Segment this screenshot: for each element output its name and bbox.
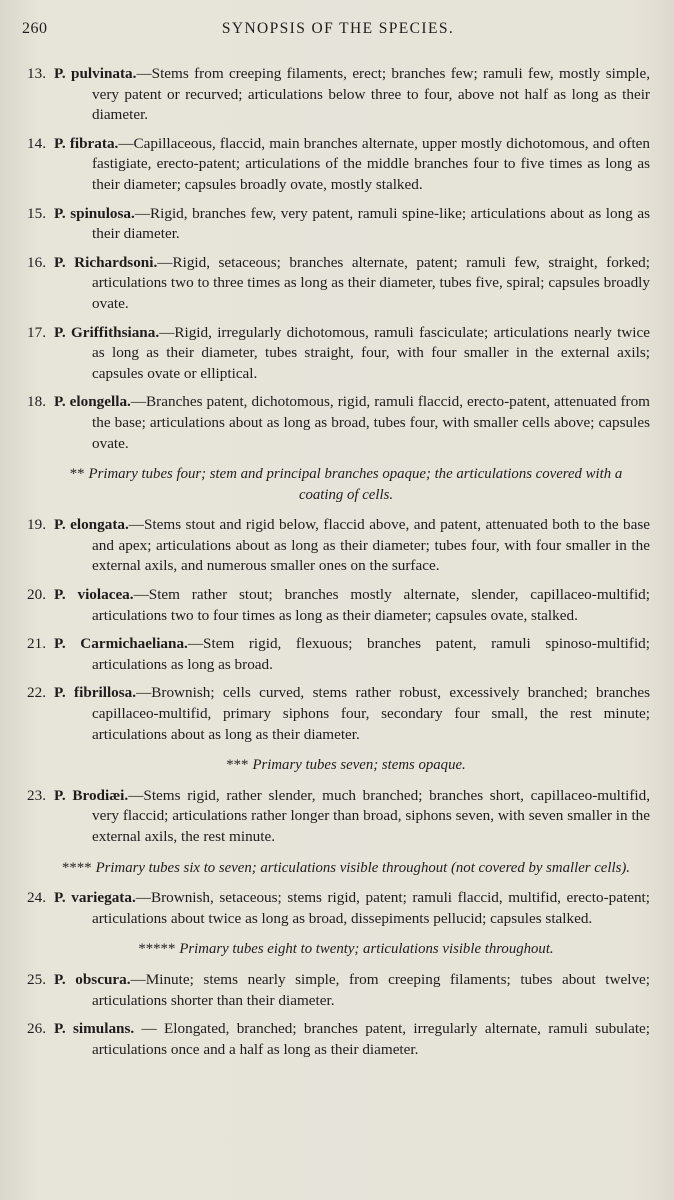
section-asterisks: *** — [226, 757, 249, 774]
species-description: —Stems from creeping filaments, erect; branches few; ramuli few, mostly simple, very patent or recurved; articulations below three to four, above not half as long as their diameter. — [92, 65, 650, 124]
species-name: P. Brodiæi. — [54, 786, 129, 804]
entry-body — [54, 392, 650, 454]
species-name: P. violacea. — [54, 586, 134, 604]
entry-number: 25. — [27, 970, 46, 988]
species-entry — [22, 253, 650, 315]
entry-paragraph — [54, 64, 650, 126]
entry-body — [54, 134, 650, 196]
species-description: —Rigid, setaceous; branches alternate, patent; ramuli few, straight, forked; articulations two to three times as long as their diameter, tubes five, spiral; capsules broadly ovate. — [92, 253, 650, 312]
entry-body — [54, 888, 650, 929]
species-description: — Elongated, branched; branches patent, irregularly alternate, ramuli subulate; articulations once and a half as long as their diameter. — [92, 1020, 651, 1058]
entry-number: 15. — [27, 204, 46, 222]
entry-number: 19. — [27, 516, 46, 534]
entry-number: 18. — [27, 393, 46, 411]
entry-paragraph — [54, 585, 650, 626]
entry-paragraph — [54, 392, 650, 454]
species-description: —Rigid, irregularly dichotomous, ramuli fasciculate; articulations nearly twice as long as their diameter, tubes straight, four, with four smaller in the external axils; capsules ovate or elliptical. — [92, 323, 651, 382]
section-heading-text: Primary tubes seven; stems opaque. — [252, 757, 466, 774]
species-description: —Brownish; cells curved, stems rather robust, excessively branched; branches capillaceo-multifid, primary siphons four, secondary four small, the rest minute; articulations about as long as their diameter. — [92, 684, 650, 743]
species-entry — [22, 970, 650, 1011]
species-name: P. fibrata. — [54, 134, 119, 152]
entry-paragraph — [54, 683, 650, 745]
section-heading-text: Primary tubes six to seven; articulations visible throughout (not covered by smaller cells). — [95, 859, 630, 876]
section-heading — [60, 755, 632, 776]
species-entry — [22, 64, 650, 126]
entry-number: 13. — [27, 65, 46, 82]
species-entry — [22, 204, 650, 245]
species-description: —Stem rigid, flexuous; branches patent, ramuli spinoso-multifid; articulations as long as broad. — [92, 635, 650, 673]
section-heading — [60, 939, 632, 960]
entry-number: 14. — [27, 134, 46, 152]
species-description: —Rigid, branches few, very patent, ramuli spine-like; articulations about as long as their diameter. — [92, 204, 650, 243]
species-entry — [22, 786, 650, 848]
entry-paragraph — [54, 323, 651, 385]
entry-number: 20. — [27, 586, 46, 604]
section-asterisks: ** — [69, 466, 85, 483]
section-asterisks: **** — [62, 859, 92, 876]
species-entry — [22, 585, 650, 626]
entry-body — [54, 585, 650, 626]
entry-paragraph — [54, 970, 651, 1011]
species-name: P. elongella. — [54, 393, 131, 411]
entry-body — [54, 786, 650, 848]
species-entry — [22, 323, 650, 385]
section-asterisks: ***** — [138, 941, 176, 958]
species-description: —Stem rather stout; branches mostly alternate, slender, capillaceo-multifid; articulations two to four times as long as their diameter; capsules ovate, stalked. — [92, 586, 650, 624]
entry-body — [54, 64, 650, 126]
species-name: P. simulans. — [54, 1020, 135, 1038]
entry-paragraph — [54, 786, 650, 848]
entry-paragraph — [54, 134, 650, 196]
entry-paragraph — [54, 634, 650, 675]
species-name: P. obscura. — [54, 970, 131, 988]
species-description: —Stems rigid, rather slender, much branched; branches short, capillaceo-multifid, very flaccid; articulations rather longer than broad, siphons seven, with seven smaller in the external axils, the rest minute. — [92, 786, 650, 845]
entry-body — [54, 970, 651, 1011]
entry-body — [54, 515, 651, 577]
entry-paragraph — [54, 204, 650, 245]
entry-paragraph — [54, 253, 650, 315]
entry-paragraph — [54, 515, 651, 577]
section-heading-text: Primary tubes eight to twenty; articulations visible throughout. — [179, 941, 554, 958]
entry-body — [54, 634, 650, 675]
species-name: P. elongata. — [54, 516, 129, 534]
section-heading-text: Primary tubes four; stem and principal branches opaque; the articulations covered with a coating of cells. — [88, 466, 623, 503]
species-name: P. fibrillosa. — [54, 684, 137, 702]
page-number: 260 — [22, 20, 48, 37]
section-heading — [60, 858, 632, 879]
species-description: —Stems stout and rigid below, flaccid above, and patent, attenuated both to the base and apex; articulations about as long as their diameter; tubes four, with four smaller in the external axils, and numerous smaller ones on the surface. — [92, 516, 651, 575]
species-entry — [22, 392, 650, 454]
species-name: P. pulvinata. — [54, 65, 137, 82]
running-head: SYNOPSIS OF THE SPECIES. — [221, 20, 455, 37]
species-description: —Branches patent, dichotomous, rigid, ramuli flaccid, erecto-patent, attenuated from the base; articulations about as long as broad, tubes four, with smaller cells above; capsules ovate. — [92, 393, 650, 452]
species-name: P. Carmichaeliana. — [54, 635, 188, 653]
entry-number: 24. — [27, 889, 46, 907]
entry-body — [54, 253, 650, 315]
species-description: —Minute; stems nearly simple, from creeping filaments; tubes about twelve; articulations shorter than their diameter. — [92, 970, 651, 1009]
entry-paragraph — [54, 888, 650, 929]
entry-body — [54, 323, 651, 385]
species-name: P. Griffithsiana. — [54, 323, 160, 341]
entry-number: 21. — [27, 635, 46, 653]
section-heading — [60, 464, 632, 505]
species-description: —Brownish, setaceous; stems rigid, patent; ramuli flaccid, multifid, erecto-patent; articulations about twice as long as broad, dissepiments pellucid; capsules stalked. — [92, 889, 650, 927]
species-entry — [22, 1019, 650, 1060]
species-name: P. Richardsoni. — [54, 253, 158, 271]
species-entry — [22, 134, 650, 196]
entry-number: 17. — [27, 323, 46, 341]
entry-body — [54, 1019, 651, 1060]
entry-number: 23. — [27, 786, 46, 804]
species-description: —Capillaceous, flaccid, main branches alternate, upper mostly dichotomous, and often fastigiate, erecto-patent; articulations of the middle branches four to five times as long as their diameter; capsules broadly ovate, mostly stalked. — [92, 134, 650, 193]
species-entry — [22, 515, 650, 577]
page-header — [22, 20, 654, 44]
entry-number: 22. — [27, 684, 46, 702]
species-synopsis — [22, 64, 650, 1068]
species-entry — [22, 683, 650, 745]
species-entry — [22, 634, 650, 675]
entry-paragraph — [54, 1019, 651, 1060]
species-name: P. spinulosa. — [54, 204, 135, 222]
species-entry — [22, 888, 650, 929]
entry-number: 26. — [27, 1020, 46, 1038]
entry-number: 16. — [27, 253, 46, 271]
entry-body — [54, 204, 650, 245]
species-name: P. variegata. — [54, 889, 136, 907]
entry-body — [54, 683, 650, 745]
